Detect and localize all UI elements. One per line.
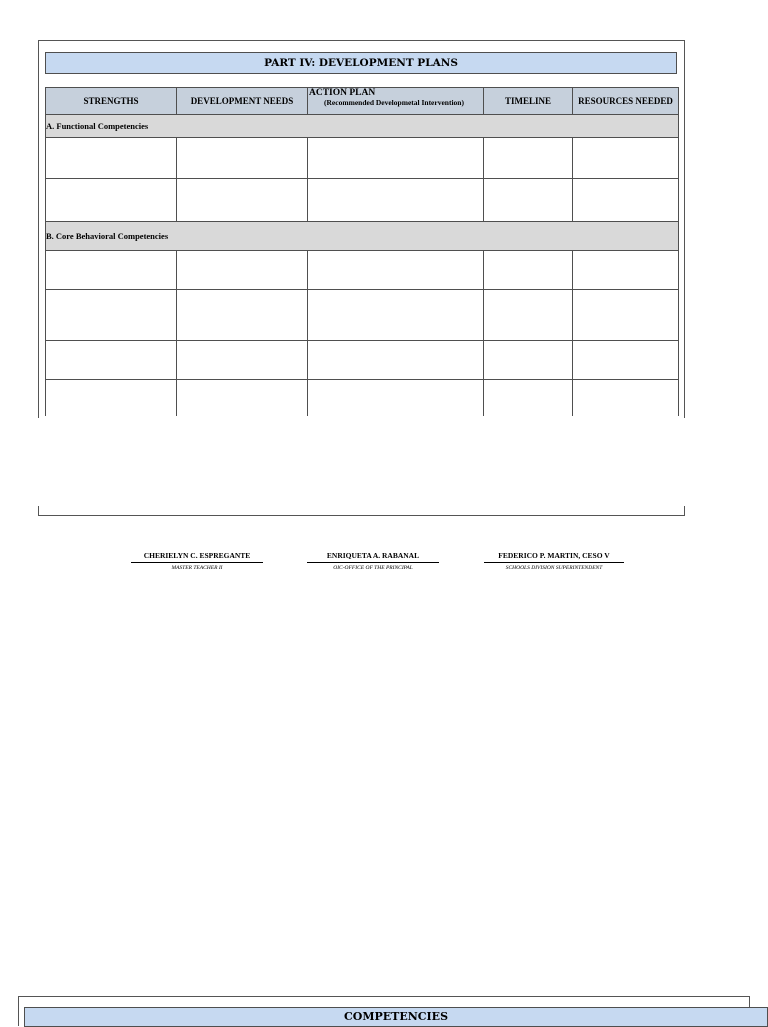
frame-border-left [38,40,39,418]
strengths-cell[interactable] [46,179,177,222]
resources-cell[interactable] [573,341,679,380]
timeline-cell[interactable] [484,138,573,179]
frame-border-right [684,40,685,418]
table-row [46,380,679,417]
development-needs-cell[interactable] [177,179,308,222]
col-header-resources: RESOURCES NEEDED [573,88,679,115]
strengths-cell[interactable] [46,380,177,417]
col-header-action-plan [308,88,484,115]
development-needs-cell[interactable] [177,138,308,179]
timeline-cell[interactable] [484,290,573,341]
timeline-cell[interactable] [484,380,573,417]
signatory-name: ENRIQUETA A. RABANAL [307,550,439,563]
section-label-functional: A. Functional Competencies [46,115,679,138]
section-label-core: B. Core Behavioral Competencies [46,222,679,251]
frame-border-top [38,40,685,41]
table-row [46,290,679,341]
development-needs-cell[interactable] [177,290,308,341]
development-plan-table [45,87,679,416]
signature-block-2 [307,550,439,572]
table-row [46,341,679,380]
signature-block-1 [131,550,263,572]
timeline-cell[interactable] [484,179,573,222]
competencies-title: COMPETENCIES [24,1007,768,1027]
table-row [46,251,679,290]
col-header-timeline: TIMELINE [484,88,573,115]
strengths-cell[interactable] [46,138,177,179]
part-title: PART IV: DEVELOPMENT PLANS [45,52,677,74]
timeline-cell[interactable] [484,341,573,380]
action-plan-cell[interactable] [308,251,484,290]
development-needs-cell[interactable] [177,380,308,417]
action-plan-cell[interactable] [308,290,484,341]
action-plan-cell[interactable] [308,138,484,179]
timeline-cell[interactable] [484,251,573,290]
resources-cell[interactable] [573,138,679,179]
action-plan-cell[interactable] [308,341,484,380]
section-row-core [46,222,679,251]
table-header-row [46,88,679,115]
frame-border-bottom [38,515,685,516]
resources-cell[interactable] [573,251,679,290]
action-plan-cell[interactable] [308,380,484,417]
table-row [46,138,679,179]
action-plan-sublabel: (Recommended Developmetal Intervention) [324,98,464,107]
development-needs-cell[interactable] [177,341,308,380]
resources-cell[interactable] [573,380,679,417]
signatory-name: CHERIELYN C. ESPREGANTE [131,550,263,563]
action-plan-label: ACTION PLAN [309,88,376,98]
resources-cell[interactable] [573,179,679,222]
resources-cell[interactable] [573,290,679,341]
action-plan-cell[interactable] [308,179,484,222]
development-needs-cell[interactable] [177,251,308,290]
signature-block-3 [484,550,624,572]
signatory-role: MASTER TEACHER II [171,565,223,571]
table-row [46,179,679,222]
signatory-role: OIC-OFFICE OF THE PRINCIPAL [333,565,413,571]
signatory-role: SCHOOLS DIVISION SUPERINTENDENT [505,565,603,571]
col-header-strengths: STRENGTHS [46,88,177,115]
strengths-cell[interactable] [46,290,177,341]
section-row-functional [46,115,679,138]
signatory-name: FEDERICO P. MARTIN, CESO V [484,550,624,563]
next-page-border-left [18,996,19,1026]
col-header-development-needs: DEVELOPMENT NEEDS [177,88,308,115]
strengths-cell[interactable] [46,251,177,290]
strengths-cell[interactable] [46,341,177,380]
next-page-border-top [18,996,750,997]
